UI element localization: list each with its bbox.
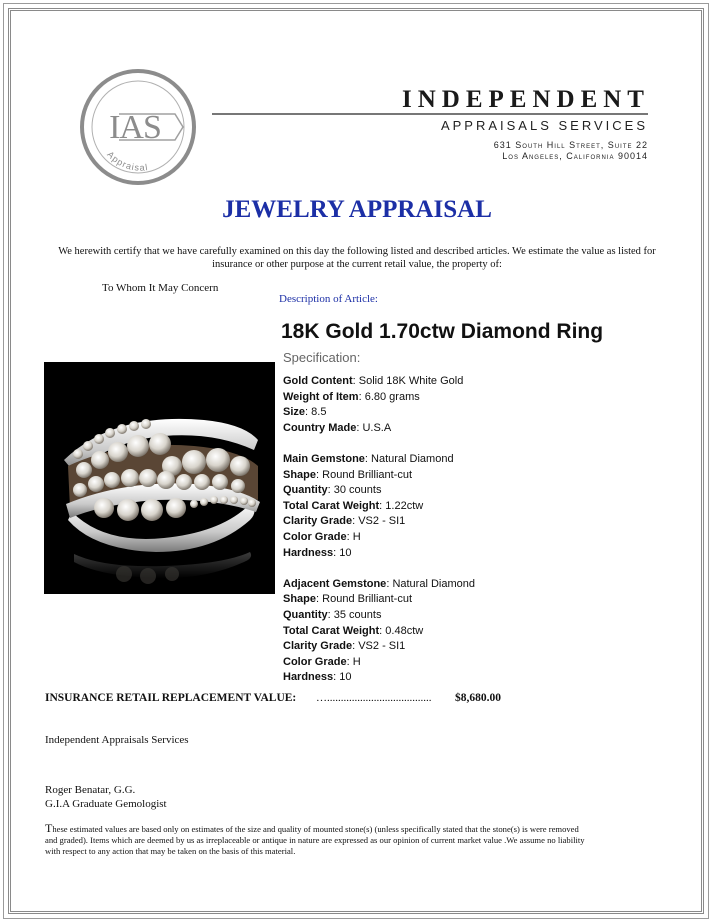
spec-value: Round Brilliant-cut bbox=[322, 468, 413, 481]
spec-row: Total Carat Weight: 1.22ctw bbox=[283, 499, 424, 512]
spec-value: 8.5 bbox=[311, 406, 327, 419]
spec-value: Natural Diamond bbox=[371, 452, 454, 465]
insurance-value-label: INSURANCE RETAIL REPLACEMENT VALUE: bbox=[45, 692, 297, 704]
spec-row: Color Grade: H bbox=[283, 655, 361, 668]
spec-row: Country Made: U.S.A bbox=[283, 421, 392, 434]
spec-row: Main Gemstone: Natural Diamond bbox=[283, 452, 454, 465]
spec-row: Quantity: 35 counts bbox=[283, 608, 382, 621]
spec-value: 10 bbox=[339, 671, 352, 684]
logo-subtext-path: Appraisal bbox=[105, 149, 150, 173]
spec-value: Round Brilliant-cut bbox=[322, 593, 413, 606]
spec-label: Quantity bbox=[283, 608, 328, 621]
spec-row: Shape: Round Brilliant-cut bbox=[283, 468, 413, 481]
spec-value: 6.80 grams bbox=[364, 390, 420, 403]
spec-label: Clarity Grade bbox=[283, 640, 353, 653]
spec-value: H bbox=[352, 530, 361, 543]
disclaimer-text: hese estimated values are based only on estimates of the size and quality of mounted stone(s) (unless specifically stated that the stone(s) is were removed and graded). Items which are deemed by us as irreplaceable or antique in nature are expressed as our opinion of current market value .We assume no liability with respect to any action that may be taken on the basis of this material. bbox=[45, 824, 585, 856]
spec-row: Hardness: 10 bbox=[283, 546, 352, 559]
spec-value: 10 bbox=[339, 546, 352, 559]
ias-logo bbox=[79, 68, 197, 186]
logo-subtext bbox=[105, 149, 149, 172]
item-title: 18K Gold 1.70ctw Diamond Ring bbox=[281, 320, 604, 343]
spec-value: U.S.A bbox=[362, 421, 392, 434]
spec-spacer bbox=[283, 561, 475, 577]
spec-value: 30 counts bbox=[333, 484, 382, 497]
spec-row: Clarity Grade: VS2 - SI1 bbox=[283, 515, 406, 528]
spec-row: Gold Content: Solid 18K White Gold bbox=[283, 375, 464, 387]
signature-company: Independent Appraisals Services bbox=[45, 734, 189, 746]
spec-row: Total Carat Weight: 0.48ctw bbox=[283, 624, 424, 637]
spec-label: Total Carat Weight bbox=[283, 624, 380, 637]
ring-photo bbox=[44, 362, 275, 594]
spec-label: Quantity bbox=[283, 484, 328, 497]
spec-label: Color Grade bbox=[283, 530, 347, 543]
spec-row: Clarity Grade: VS2 - SI1 bbox=[283, 640, 406, 653]
spec-label: Hardness bbox=[283, 671, 334, 684]
insurance-value: $8,680.00 bbox=[455, 692, 501, 704]
spec-label: Shape bbox=[283, 468, 317, 481]
spec-label: Weight of Item bbox=[283, 390, 359, 403]
spec-row: Weight of Item: 6.80 grams bbox=[283, 390, 420, 403]
spec-value: 1.22ctw bbox=[385, 499, 424, 512]
spec-row: Adjacent Gemstone: Natural Diamond bbox=[283, 577, 475, 590]
spec-row: Color Grade: H bbox=[283, 530, 361, 543]
spec-value: 35 counts bbox=[333, 608, 382, 621]
spec-label: Adjacent Gemstone bbox=[283, 577, 387, 590]
spec-label: Gold Content bbox=[283, 375, 353, 387]
specification-label: Specification: bbox=[283, 350, 361, 365]
company-subtitle: APPRAISALS SERVICES bbox=[440, 118, 648, 133]
address-line-1: 631 South Hill Street, Suite 22 bbox=[493, 140, 648, 150]
disclaimer-initial: T bbox=[45, 821, 53, 835]
spec-value: VS2 - SI1 bbox=[358, 640, 406, 653]
spec-value: H bbox=[352, 655, 361, 668]
spec-row: Hardness: 10 bbox=[283, 671, 352, 684]
spec-value: VS2 - SI1 bbox=[358, 515, 406, 528]
address-line-2: Los Angeles, California 90014 bbox=[502, 151, 648, 161]
spec-label: Color Grade bbox=[283, 655, 347, 668]
disclaimer bbox=[45, 823, 585, 857]
spec-label: Shape bbox=[283, 593, 317, 606]
certify-paragraph: We herewith certify that we have carefully examined on this day the following listed and described articles. We estimate the value as listed for insurance or other purpose at the current retail value, the property of: bbox=[58, 246, 656, 270]
spec-label: Country Made bbox=[283, 421, 357, 434]
spec-label: Main Gemstone bbox=[283, 452, 365, 465]
spec-row: Shape: Round Brilliant-cut bbox=[283, 593, 413, 606]
spec-label: Clarity Grade bbox=[283, 515, 353, 528]
spec-label: Total Carat Weight bbox=[283, 499, 380, 512]
spec-row: Quantity: 30 counts bbox=[283, 484, 382, 497]
spec-label: Size bbox=[283, 406, 306, 419]
recipient: To Whom It May Concern bbox=[102, 282, 219, 294]
spec-row: Size: 8.5 bbox=[283, 406, 327, 419]
company-name: INDEPENDENT bbox=[402, 86, 650, 113]
signature-name: Roger Benatar, G.G. bbox=[45, 784, 136, 796]
spec-value: Solid 18K White Gold bbox=[358, 375, 464, 387]
insurance-leader-dots: …...................................... bbox=[316, 692, 432, 704]
spec-label: Hardness bbox=[283, 546, 334, 559]
description-label: Description of Article: bbox=[279, 293, 378, 305]
spec-value: Natural Diamond bbox=[392, 577, 475, 590]
document-title: JEWELRY APPRAISAL bbox=[222, 196, 492, 223]
logo-text: IAS bbox=[109, 109, 161, 146]
specifications-list bbox=[283, 374, 475, 686]
header-rule bbox=[212, 113, 648, 115]
spec-spacer bbox=[283, 436, 475, 452]
signature-role: G.I.A Graduate Gemologist bbox=[45, 798, 167, 810]
spec-value: 0.48ctw bbox=[385, 624, 424, 637]
